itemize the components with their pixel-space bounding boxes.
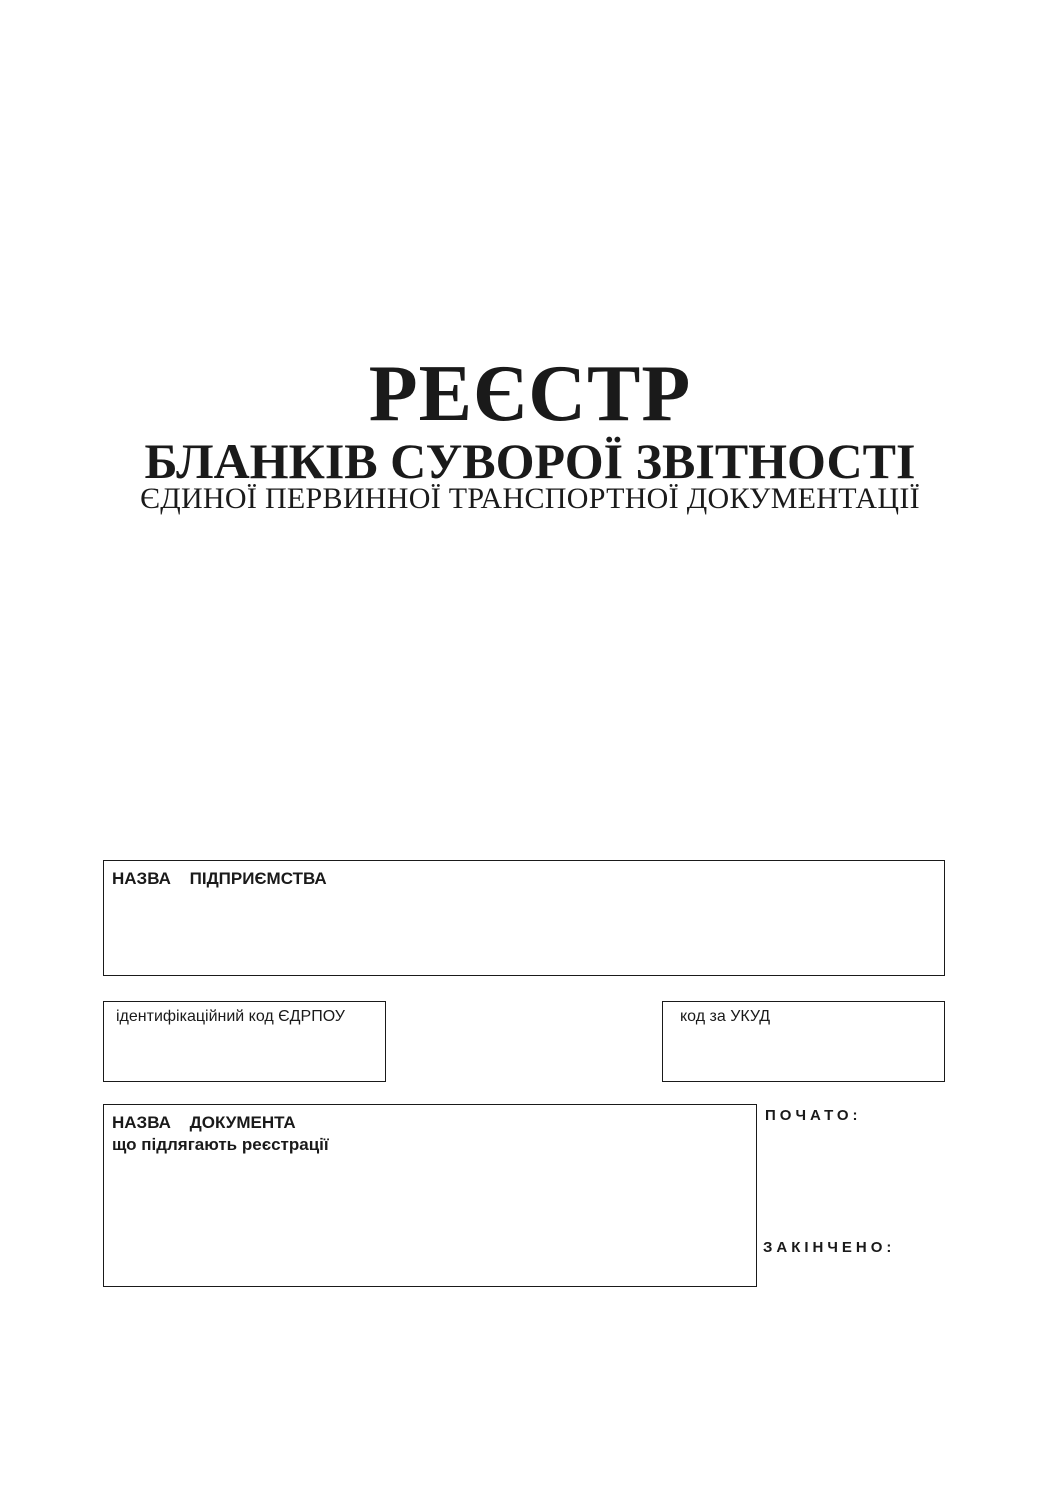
document-name-label: НАЗВА ДОКУМЕНТА <box>112 1113 296 1132</box>
started-label: ПОЧАТО: <box>765 1107 862 1124</box>
page-title: РЕЄСТР <box>368 350 692 438</box>
company-name-box[interactable] <box>103 860 945 976</box>
page-subtitle-secondary: ЄДИНОЇ ПЕРВИННОЇ ТРАНСПОРТНОЇ ДОКУМЕНТАЦІЇ <box>140 482 920 515</box>
ukud-code-box[interactable] <box>662 1001 945 1082</box>
page-subtitle: БЛАНКІВ СУВОРОЇ ЗВІТНОСТІ <box>144 433 916 489</box>
ukud-code-label: код за УКУД <box>680 1008 771 1025</box>
document-name-box[interactable] <box>103 1104 757 1287</box>
edrpou-code-box[interactable] <box>103 1001 386 1082</box>
finished-label: ЗАКІНЧЕНО: <box>763 1239 896 1256</box>
company-name-label: НАЗВА ПІДПРИЄМСТВА <box>112 869 327 888</box>
document-name-sublabel: що підлягають реєстрації <box>112 1135 329 1154</box>
edrpou-code-label: ідентифікаційний код ЄДРПОУ <box>116 1008 345 1025</box>
